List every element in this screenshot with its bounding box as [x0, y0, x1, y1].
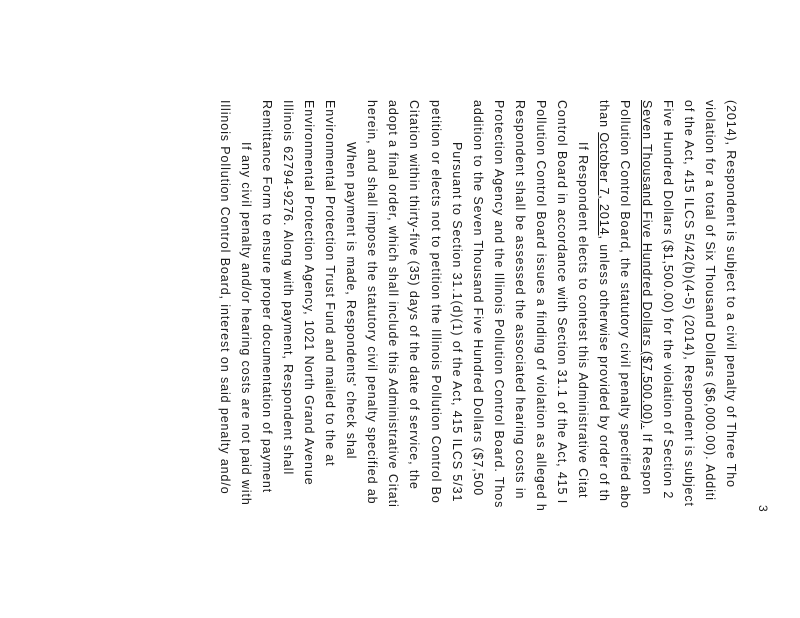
- text-line: Control Board in accordance with Section 31.1 of the Act, 415 I: [555, 100, 570, 505]
- text-line: Five Hundred Dollars ($1,500.00) for the violation of Section 2: [660, 100, 675, 500]
- underlined-text: October 7, 2014: [597, 132, 612, 236]
- text-line: Pollution Control Board issues a finding of violation as alleged h: [534, 100, 549, 512]
- text-line: Illinois Pollution Control Board, interest on said penalty and/o: [217, 100, 232, 495]
- line-text: If Respon: [639, 429, 654, 496]
- text-line: Environmental Protection Trust Fund and mailed to the at: [323, 100, 338, 467]
- text-line: Citation within thirty-five (35) days of the date of service, the: [407, 100, 422, 490]
- text-line: Illinois 62794-9276. Along with payment, Respondent shall: [280, 100, 295, 476]
- text-line: petition or elects not to petition the Illinois Pollution Control Bo: [428, 100, 443, 504]
- text-line: addition to the Seven Thousand Five Hundred Dollars ($7,500: [470, 100, 485, 497]
- text-line: adopt a final order, which shall include this Administrative Citati: [386, 100, 401, 508]
- text-line: If Respondent elects to contest this Administrative Citat: [576, 142, 591, 499]
- line-text: than: [597, 100, 612, 133]
- text-line: If any civil penalty and/or hearing costs are not paid with: [238, 142, 253, 506]
- page-number: 3: [755, 505, 770, 512]
- text-line: (2014), Respondent is subject to a civil penalty of Three Tho: [724, 100, 738, 488]
- text-line: Remittance Form to ensure proper documentation of payment: [259, 100, 274, 494]
- text-line: Respondent shall be assessed the associated hearing costs in: [513, 100, 527, 500]
- text-line: Environmental Protection Agency, 1021 North Grand Avenue: [302, 100, 316, 486]
- text-line: herein, and shall impose the statutory civil penalty specified ab: [365, 100, 380, 505]
- text-line: Pollution Control Board, the statutory civil penalty specified abo: [618, 100, 633, 509]
- line-text: , unless otherwise provided by order of th: [597, 235, 612, 502]
- text-line: of the Act, 415 ILCS 5/42(b)(4-5) (2014), Respondent is subject: [681, 100, 696, 507]
- text-line: [597, 100, 611, 502]
- text-line: When payment is made, Respondents' check shal: [344, 142, 359, 460]
- text-line: [640, 100, 654, 495]
- text-line: violation for a total of Six Thousand Dollars ($6,000.00). Additi: [702, 100, 717, 501]
- underlined-text: Seven Thousand Five Hundred Dollars ($7,500.00).: [639, 100, 654, 430]
- text-line: Pursuant to Section 31.1(d)(1) of the Act, 415 ILCS 5/31: [449, 142, 464, 503]
- text-line: Protection Agency and the Illinois Pollution Control Board. Thos: [491, 100, 506, 509]
